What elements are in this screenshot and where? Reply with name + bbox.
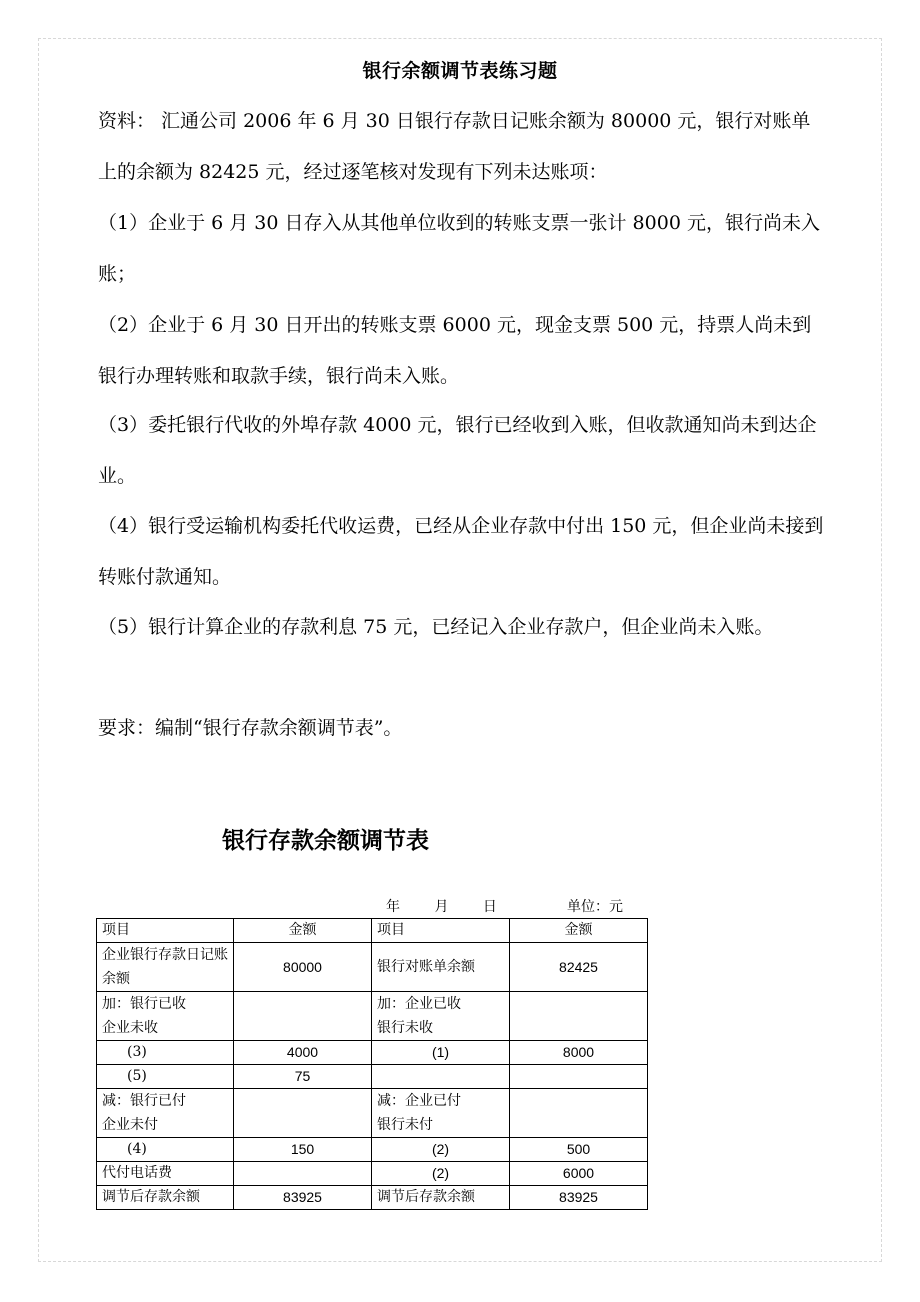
table-row: [97, 1162, 648, 1186]
date-line: [386, 896, 497, 916]
table-cell: 82425: [510, 943, 648, 992]
table-cell: [510, 992, 648, 1041]
unit-label: 单位：元: [567, 899, 623, 915]
day-label: 日: [482, 899, 497, 915]
table-cell: 4000: [234, 1041, 372, 1065]
table-row: [97, 943, 648, 992]
table-cell: 代付电话费: [97, 1162, 234, 1186]
table-cell: (1): [372, 1041, 510, 1065]
table-cell: [510, 1089, 648, 1138]
table-cell: 调节后存款余额: [97, 1186, 234, 1210]
table-cell: 6000: [510, 1162, 648, 1186]
document-title: 银行余额调节表练习题: [362, 60, 558, 82]
item-5-paragraph: （5）银行计算企业的存款利息 75 元，已经记入企业存款户，但企业尚未入账。: [98, 616, 774, 638]
table-header-row: [97, 919, 648, 943]
requirement-paragraph: 要求：编制“银行存款余额调节表”。: [98, 717, 403, 739]
table-cell: 加：企业已收 银行未收: [372, 992, 510, 1041]
month-label: 月: [434, 899, 449, 915]
table-cell: 减：银行已付 企业未付: [97, 1089, 234, 1138]
table-cell: 83925: [234, 1186, 372, 1210]
table-row: [97, 1041, 648, 1065]
table-cell: 83925: [510, 1186, 648, 1210]
table-cell: 150: [234, 1138, 372, 1162]
table-cell: (4): [97, 1138, 234, 1162]
table-cell: [234, 1162, 372, 1186]
table-cell: 企业银行存款日记账余额: [97, 943, 234, 992]
header-cell: 项目: [97, 919, 234, 943]
table-cell: 80000: [234, 943, 372, 992]
table-cell: (3): [97, 1041, 234, 1065]
table-cell: 8000: [510, 1041, 648, 1065]
table-row: [97, 1065, 648, 1089]
header-cell: 项目: [372, 919, 510, 943]
item-3-paragraph: （3）委托银行代收的外埠存款 4000 元，银行已经收到入账，但收款通知尚未到达企业。: [98, 414, 817, 487]
table-cell: [510, 1065, 648, 1089]
header-cell: 金额: [510, 919, 648, 943]
item-4-paragraph: （4）银行受运输机构委托代收运费，已经从企业存款中付出 150 元，但企业尚未接到转账付款通知。: [98, 515, 824, 588]
table-cell: 500: [510, 1138, 648, 1162]
table-cell: 加：银行已收 企业未收: [97, 992, 234, 1041]
table-cell: [234, 992, 372, 1041]
item-1-paragraph: （1）企业于 6 月 30 日存入从其他单位收到的转账支票一张计 8000 元，银行尚未入账；: [98, 212, 820, 285]
table-cell: 银行对账单余额: [372, 943, 510, 992]
table-cell: 75: [234, 1065, 372, 1089]
table-cell: 减：企业已付 银行未付: [372, 1089, 510, 1138]
reconciliation-table: [96, 918, 648, 1210]
table-row: [97, 992, 648, 1041]
table-row: [97, 1138, 648, 1162]
table-cell: (2): [372, 1138, 510, 1162]
item-2-paragraph: （2）企业于 6 月 30 日开出的转账支票 6000 元，现金支票 500 元，持票人尚未到银行办理转账和取款手续，银行尚未入账。: [98, 314, 812, 387]
table-cell: [372, 1065, 510, 1089]
table-title: 银行存款余额调节表: [222, 828, 429, 854]
table-row: [97, 1089, 648, 1138]
header-cell: 金额: [234, 919, 372, 943]
table-cell: (2): [372, 1162, 510, 1186]
table-cell: 调节后存款余额: [372, 1186, 510, 1210]
table-row: [97, 1186, 648, 1210]
table-cell: [234, 1089, 372, 1138]
table-cell: (5): [97, 1065, 234, 1089]
year-label: 年: [386, 899, 400, 915]
material-paragraph: 资料： 汇通公司 2006 年 6 月 30 日银行存款日记账余额为 80000 元，银行对账单上的余额为 82425 元，经过逐笔核对发现有下列未达账项：: [98, 110, 811, 183]
